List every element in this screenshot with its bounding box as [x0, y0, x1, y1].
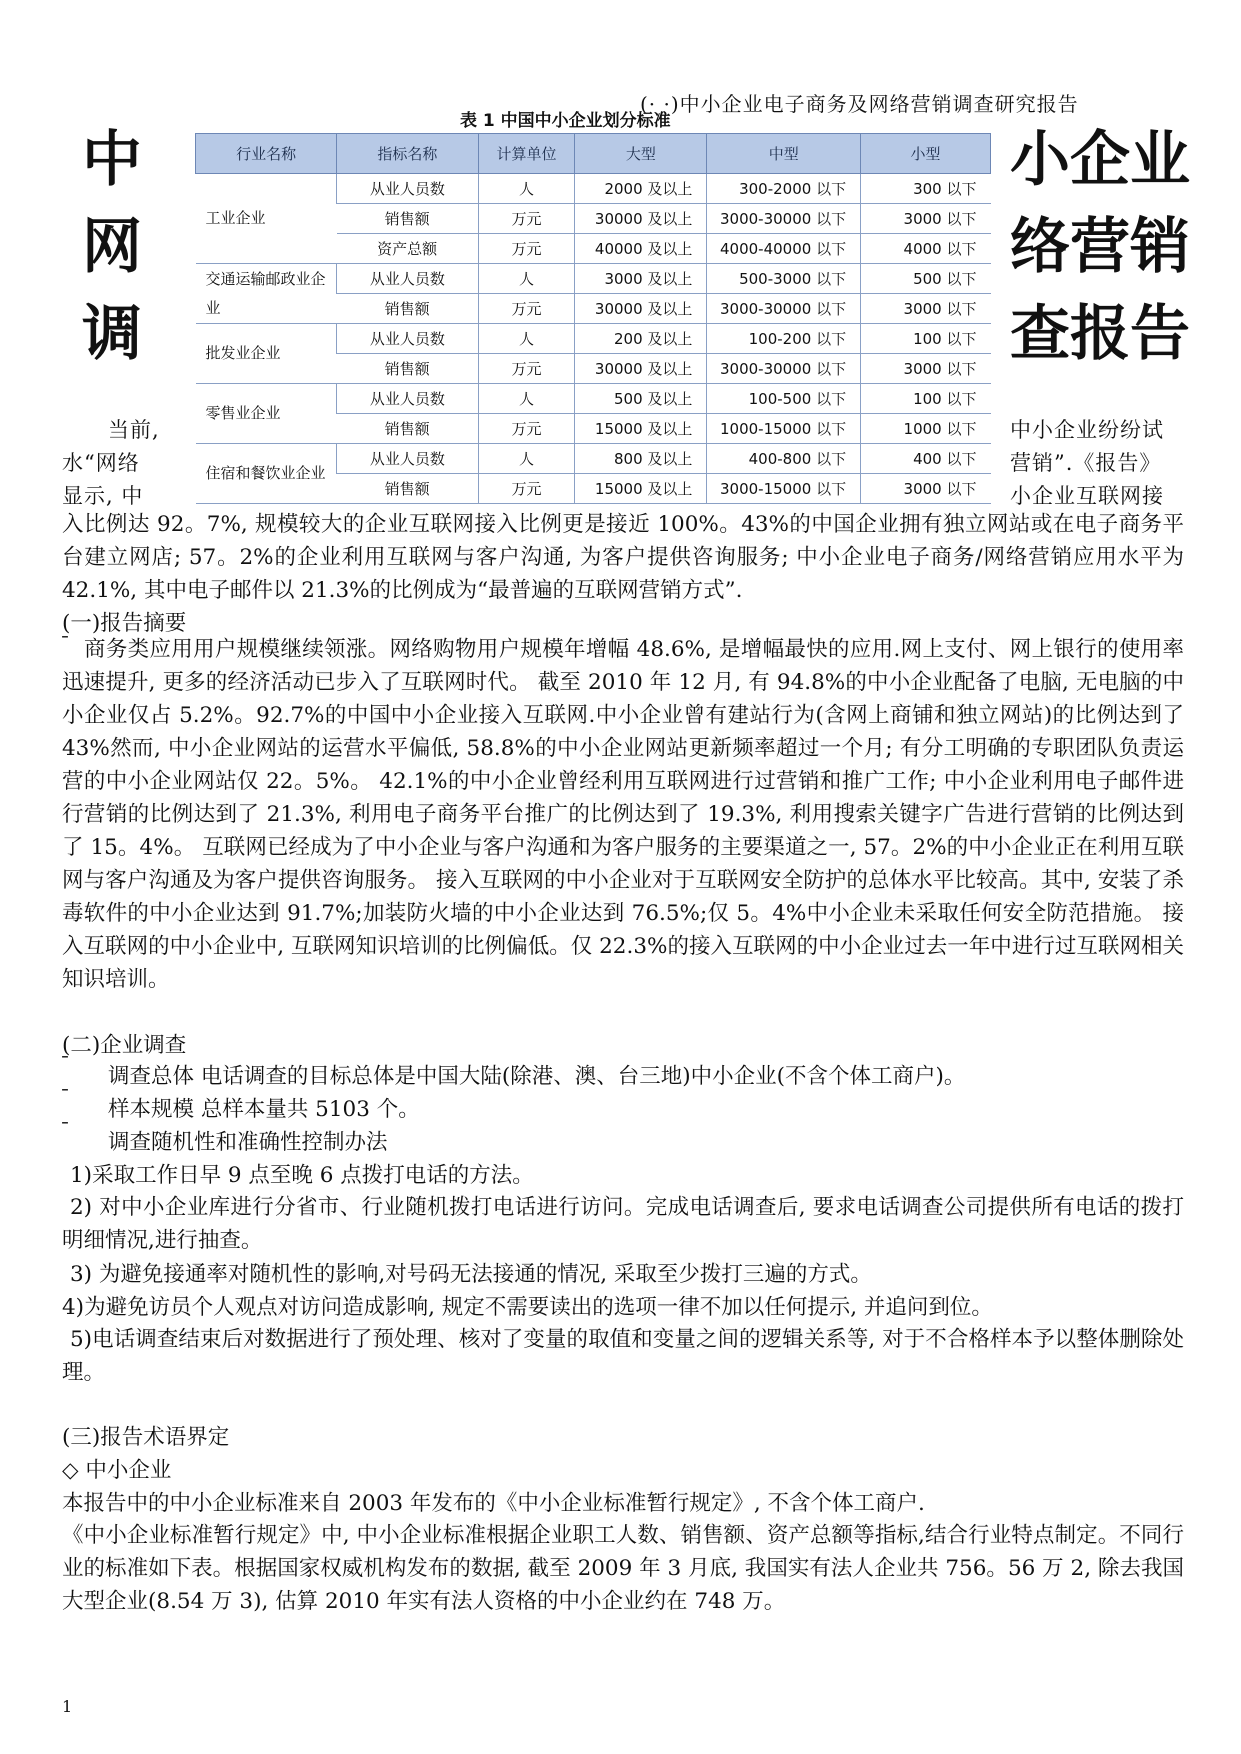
- industry-cell: 工业企业: [196, 174, 337, 264]
- table-cell: 万元: [478, 474, 575, 504]
- table-cell: 40000 及以上: [575, 234, 707, 264]
- table-cell: 资产总额: [337, 234, 478, 264]
- title-right-1: 小企业: [1010, 125, 1190, 195]
- table-cell: 人: [478, 174, 575, 204]
- title-right-2: 络营销: [1010, 212, 1190, 282]
- col-header: 计算单位: [478, 134, 575, 174]
- intro-left-2: 水“网络: [62, 451, 140, 475]
- table-cell: 300-2000 以下: [707, 174, 861, 204]
- title-left-3: 调: [82, 299, 142, 369]
- running-header: (· ·)中小企业电子商务及网络营销调查研究报告: [640, 92, 1079, 116]
- survey-item: 调查随机性和准确性控制办法: [108, 1130, 388, 1155]
- table-cell: 200 及以上: [575, 324, 707, 354]
- table-cell: 3000-30000 以下: [707, 294, 861, 324]
- section-heading-terms: (三)报告术语界定: [62, 1425, 230, 1450]
- table-cell: 销售额: [337, 474, 478, 504]
- table-cell: 15000 及以上: [575, 474, 707, 504]
- intro-right-2: 营销”.《报告》: [1010, 451, 1162, 475]
- table-cell: 万元: [478, 234, 575, 264]
- intro-right-3: 小企业互联网接: [1010, 484, 1164, 508]
- table-cell: 500 及以上: [575, 384, 707, 414]
- industry-cell: 交通运输邮政业企业: [196, 264, 337, 324]
- table-cell: 30000 及以上: [575, 354, 707, 384]
- table-cell: 500-3000 以下: [707, 264, 861, 294]
- summary-paragraph: 商务类应用用户规模继续领涨。网络购物用户规模年增幅 48.6%, 是增幅最快的应用.网上支付、网上银行的使用率迅速提升, 更多的经济活动已步入了互联网时代。 截至 2010 年 12 月, 有 94.8%的中小企业配备了电脑, 无电脑的中小企业仅占 5.2%。92.7%的中国中小企业接入互联网.中小企业曾有建站行为(含网上商铺和独立网站)的比例达到了 43%然而, 中小企业网站的运营水平偏低, 58.8%的中小企业网站更新频率超过一个月; 有分工明确的专职团队负责运营的中小企业网站仅 22。5%。 42.1%的中小企业曾经利用互联网进行过营销和推广工作; 中小企业利用电子邮件进行营销的比例达到了 21.3%, 利用电子商务平台推广的比例达到了 19.3%, 利用搜索关键字广告进行营销的比例达到了 15。4%。 互联网已经成为了中小企业与客户沟通和为客户服务的主要渠道之一, 57。2%的中小企业正在利用互联网与客户沟通及为客户提供咨询服务。 接入互联网的中小企业对于互联网安全防护的总体水平比较高。其中, 安装了杀毒软件的中小企业达到 91.7%;加装防火墙的中小企业达到 76.5%;仅 5。4%中小企业未采取任何安全防范措施。 接入互联网的中小企业中, 互联网知识培训的比例偏低。仅 22.3%的接入互联网的中小企业过去一年中进行过互联网相关知识培训。: [62, 637, 1184, 992]
- bullet-mark: ¯: [60, 1085, 70, 1109]
- table-cell: 4000-40000 以下: [707, 234, 861, 264]
- intro-left-3: 显示, 中: [62, 484, 144, 508]
- table-cell: 销售额: [337, 294, 478, 324]
- table-cell: 从业人员数: [337, 264, 478, 294]
- survey-step: 3) 为避免接通率对随机性的影响,对号码无法接通的情况, 采取至少拨打三遍的方式。: [70, 1262, 872, 1287]
- survey-item: 样本规模 总样本量共 5103 个。: [108, 1097, 420, 1122]
- term-sme: ◇ 中小企业: [62, 1458, 172, 1483]
- table-cell: 2000 及以上: [575, 174, 707, 204]
- col-header: 中型: [707, 134, 861, 174]
- survey-step: 2) 对中小企业库进行分省市、行业随机拨打电话进行访问。完成电话调查后, 要求电话调查公司提供所有电话的拨打明细情况,进行抽查。: [62, 1195, 1184, 1253]
- survey-step: 1)采取工作日早 9 点至晚 6 点拨打电话的方法。: [70, 1163, 534, 1188]
- title-left-2: 网: [82, 212, 142, 282]
- table-cell: 万元: [478, 414, 575, 444]
- table-cell: 人: [478, 444, 575, 474]
- table-cell: 从业人员数: [337, 384, 478, 414]
- table-cell: 3000-30000 以下: [707, 204, 861, 234]
- terms-paragraph: 《中小企业标准暂行规定》中, 中小企业标准根据企业职工人数、销售额、资产总额等指标,结合行业特点制定。不同行业的标准如下表。根据国家权威机构发布的数据, 截至 2009 年 3 月底, 我国实有法人企业共 756。56 万 2, 除去我国大型企业(8.54 万 3), 估算 2010 年实有法人资格的中小企业约在 748 万。: [62, 1523, 1184, 1614]
- table-cell: 100-200 以下: [707, 324, 861, 354]
- survey-item: 调查总体 电话调查的目标总体是中国大陆(除港、澳、台三地)中小企业(不含个体工商户)。: [108, 1064, 966, 1089]
- table-cell: 500 以下: [861, 264, 991, 294]
- table-caption: 表 1 中国中小企业划分标准: [460, 111, 671, 131]
- table-cell: 1000-15000 以下: [707, 414, 861, 444]
- col-header: 行业名称: [196, 134, 337, 174]
- table-cell: 3000 以下: [861, 354, 991, 384]
- table-cell: 从业人员数: [337, 444, 478, 474]
- table-header-row: [196, 134, 991, 174]
- title-right-3: 查报告: [1010, 299, 1190, 369]
- industry-cell: 零售业企业: [196, 384, 337, 444]
- table-cell: 30000 及以上: [575, 294, 707, 324]
- table-cell: 300 以下: [861, 174, 991, 204]
- bullet-mark: ¯: [60, 632, 70, 656]
- section-heading-summary: (一)报告摘要: [62, 611, 187, 636]
- table-cell: 3000 以下: [861, 204, 991, 234]
- table-cell: 100 以下: [861, 384, 991, 414]
- table-cell: 人: [478, 264, 575, 294]
- page-number: 1: [62, 1697, 73, 1716]
- table-cell: 4000 以下: [861, 234, 991, 264]
- intro-right-1: 中小企业纷纷试: [1010, 418, 1164, 442]
- table-cell: 400 以下: [861, 444, 991, 474]
- table-row: [196, 384, 991, 414]
- table-cell: 人: [478, 324, 575, 354]
- table-cell: 从业人员数: [337, 174, 478, 204]
- industry-cell: 批发业企业: [196, 324, 337, 384]
- table-cell: 万元: [478, 294, 575, 324]
- table-cell: 30000 及以上: [575, 204, 707, 234]
- table-row: [196, 264, 991, 294]
- col-header: 大型: [575, 134, 707, 174]
- table-cell: 400-800 以下: [707, 444, 861, 474]
- table-cell: 万元: [478, 354, 575, 384]
- table-cell: 100 以下: [861, 324, 991, 354]
- title-left-1: 中: [82, 125, 142, 195]
- table-cell: 3000-30000 以下: [707, 354, 861, 384]
- table-row: [196, 324, 991, 354]
- col-header: 小型: [861, 134, 991, 174]
- bullet-mark: ¯: [60, 1052, 70, 1076]
- table-cell: 1000 以下: [861, 414, 991, 444]
- table-cell: 3000-15000 以下: [707, 474, 861, 504]
- table-row: [196, 444, 991, 474]
- section-heading-survey: (二)企业调查: [62, 1033, 187, 1058]
- table-cell: 3000 以下: [861, 474, 991, 504]
- bullet-mark: ¯: [60, 1118, 70, 1142]
- table-row: [196, 174, 991, 204]
- col-header: 指标名称: [337, 134, 478, 174]
- industry-cell: 住宿和餐饮业企业: [196, 444, 337, 504]
- table-cell: 销售额: [337, 204, 478, 234]
- intro-paragraph: 入比例达 92。7%, 规模较大的企业互联网接入比例更是接近 100%。43%的中国企业拥有独立网站或在电子商务平台建立网店; 57。2%的企业利用互联网与客户沟通, 为客户提供咨询服务; 中小企业电子商务/网络营销应用水平为 42.1%, 其中电子邮件以 21.3%的比例成为“最普遍的互联网营销方式”.: [62, 512, 1184, 603]
- table-cell: 15000 及以上: [575, 414, 707, 444]
- intro-left-1: 当前,: [108, 418, 160, 442]
- table-cell: 3000 以下: [861, 294, 991, 324]
- table-cell: 100-500 以下: [707, 384, 861, 414]
- survey-step: 5)电话调查结束后对数据进行了预处理、核对了变量的取值和变量之间的逻辑关系等, 对于不合格样本予以整体删除处理。: [62, 1327, 1184, 1385]
- table-cell: 从业人员数: [337, 324, 478, 354]
- table-cell: 人: [478, 384, 575, 414]
- survey-step: 4)为避免访员个人观点对访问造成影响, 规定不需要读出的选项一律不加以任何提示, 并追问到位。: [62, 1295, 993, 1320]
- table-cell: 销售额: [337, 354, 478, 384]
- table-cell: 销售额: [337, 414, 478, 444]
- table-cell: 800 及以上: [575, 444, 707, 474]
- table-cell: 3000 及以上: [575, 264, 707, 294]
- terms-paragraph: 本报告中的中小企业标准来自 2003 年发布的《中小企业标准暂行规定》, 不含个体工商户.: [62, 1491, 925, 1516]
- table-cell: 万元: [478, 204, 575, 234]
- sme-standards-table: [195, 133, 991, 504]
